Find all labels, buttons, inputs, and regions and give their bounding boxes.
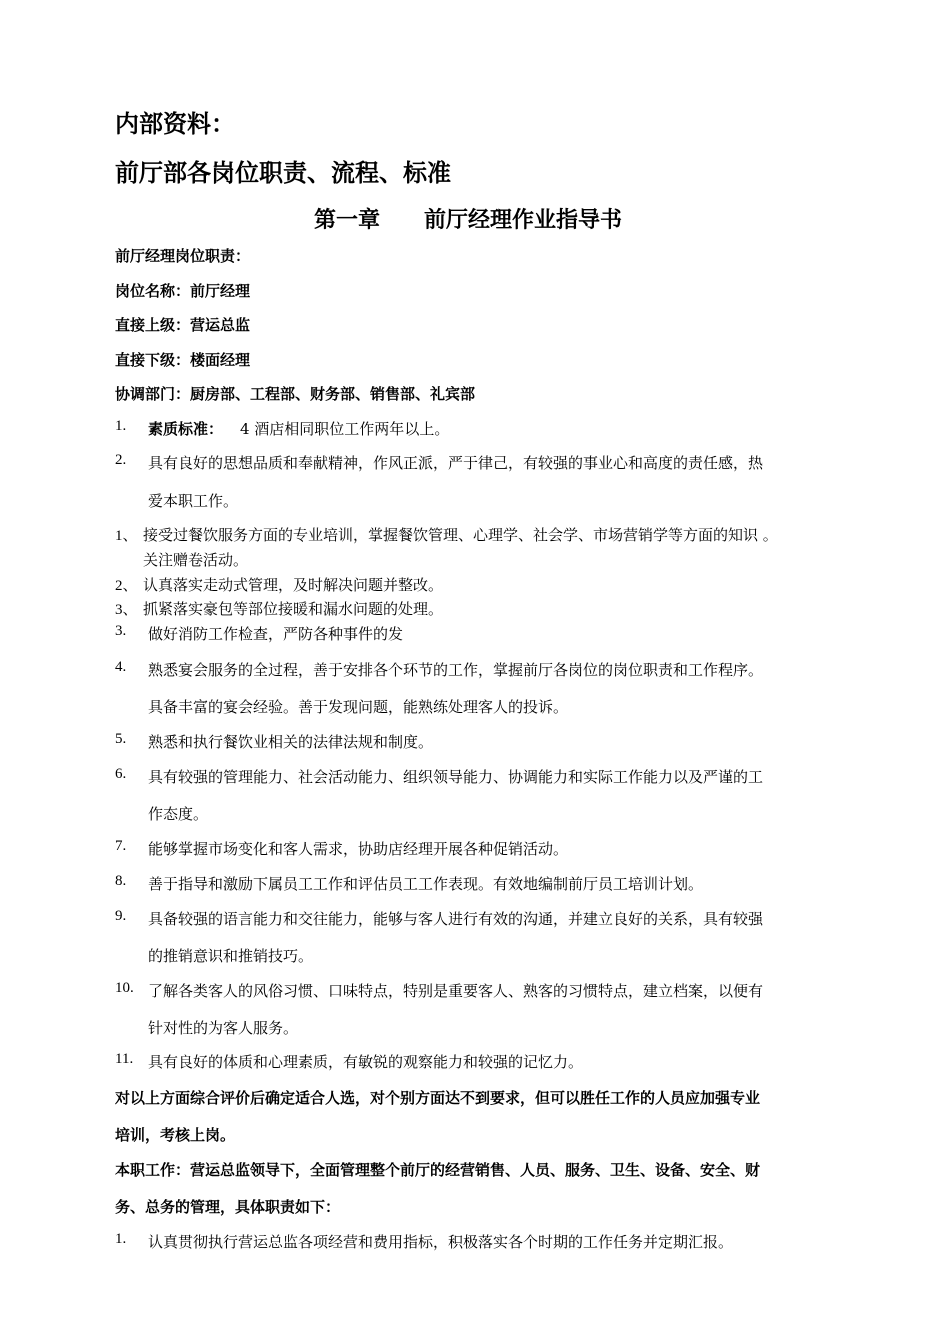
summary-paragraph-continued: 培训，考核上岗。 (115, 1126, 236, 1144)
list-item-continued: 爱本职工作。 (148, 492, 239, 510)
list-item: 了解各类客人的风俗习惯、口味特点，特别是重要客人、熟客的习惯特点，建立档案，以便有 (148, 982, 764, 1000)
list-item: 具备较强的语言能力和交往能力，能够与客人进行有效的沟通，并建立良好的关系，具有较强 (148, 910, 764, 928)
list-number: 7. (115, 838, 127, 854)
list-number: 1. (115, 418, 127, 434)
list-item-continued: 的推销意识和推销技巧。 (148, 947, 314, 965)
coordination-departments: 协调部门：厨房部、工程部、财务部、销售部、礼宾部 (115, 385, 476, 403)
chapter-label: 第一章 (314, 208, 381, 233)
list-number: 6. (115, 766, 127, 782)
chapter-title: 前厅经理作业指导书 (424, 208, 623, 233)
list-number: 5. (115, 731, 127, 747)
list-item: 接受过餐饮服务方面的专业培训，掌握餐饮管理、心理学、社会学、市场营销学等方面的知识 。 (143, 526, 778, 544)
list-number: 4. (115, 659, 127, 675)
work-paragraph: 本职工作：营运总监领导下，全面管理整个前厅的经营销售、人员、服务、卫生、设备、安全、财 (115, 1161, 761, 1179)
list-number: 1、 (115, 528, 138, 544)
position-name: 岗位名称：前厅经理 (115, 282, 251, 300)
list-item: 善于指导和激励下属员工工作和评估员工工作表现。有效地编制前厅员工培训计划。 (148, 875, 704, 893)
work-paragraph-continued: 务、总务的管理，具体职责如下： (115, 1198, 341, 1216)
list-item: 熟悉宴会服务的全过程，善于安排各个环节的工作，掌握前厅各岗位的岗位职责和工作程序。 (148, 661, 764, 679)
list-item-continued: 针对性的为客人服务。 (148, 1019, 299, 1037)
list-number: 11. (115, 1051, 134, 1067)
internal-label: 内部资料： (115, 110, 235, 138)
list-number: 3、 (115, 602, 138, 618)
document-title: 前厅部各岗位职责、流程、标准 (115, 159, 451, 187)
list-item: 具有良好的思想品质和奉献精神，作风正派，严于律己，有较强的事业心和高度的责任感，热 (148, 454, 764, 472)
list-item: 具有较强的管理能力、社会活动能力、组织领导能力、协调能力和实际工作能力以及严谨的工 (148, 768, 764, 786)
direct-superior: 直接上级：营运总监 (115, 316, 251, 334)
list-item-continued: 关注赠卷活动。 (143, 551, 249, 569)
direct-subordinate: 直接下级：楼面经理 (115, 351, 251, 369)
quality-label: 素质标准： (148, 420, 224, 438)
summary-paragraph: 对以上方面综合评价后确定适合人选，对个别方面达不到要求，但可以胜任工作的人员应加强专业 (115, 1089, 761, 1107)
list-number: 2. (115, 452, 127, 468)
list-number: 3. (115, 623, 127, 639)
list-number: 1. (115, 1231, 127, 1247)
list-item: 具有良好的体质和心理素质，有敏锐的观察能力和较强的记忆力。 (148, 1053, 584, 1071)
list-number: 9. (115, 908, 127, 924)
duty-heading: 前厅经理岗位职责： (115, 247, 251, 265)
list-number: 10. (115, 980, 134, 996)
list-item-continued: 作态度。 (148, 805, 209, 823)
list-item: 抓紧落实豪包等部位接暖和漏水问题的处理。 (143, 600, 444, 618)
list-item: 熟悉和执行餐饮业相关的法律法规和制度。 (148, 733, 434, 751)
list-item: 认真落实走动式管理，及时解决问题并整改。 (143, 576, 444, 594)
list-item: 能够掌握市场变化和客人需求，协助店经理开展各种促销活动。 (148, 840, 569, 858)
list-number: 8. (115, 873, 127, 889)
quality-text: 4 酒店相同职位工作两年以上。 (240, 420, 450, 438)
list-number: 2、 (115, 578, 138, 594)
duty-item: 认真贯彻执行营运总监各项经营和费用指标，积极落实各个时期的工作任务并定期汇报。 (148, 1233, 734, 1251)
list-item-continued: 具备丰富的宴会经验。善于发现问题，能熟练处理客人的投诉。 (148, 698, 569, 716)
list-item: 做好消防工作检查，严防各种事件的发 (148, 625, 404, 643)
